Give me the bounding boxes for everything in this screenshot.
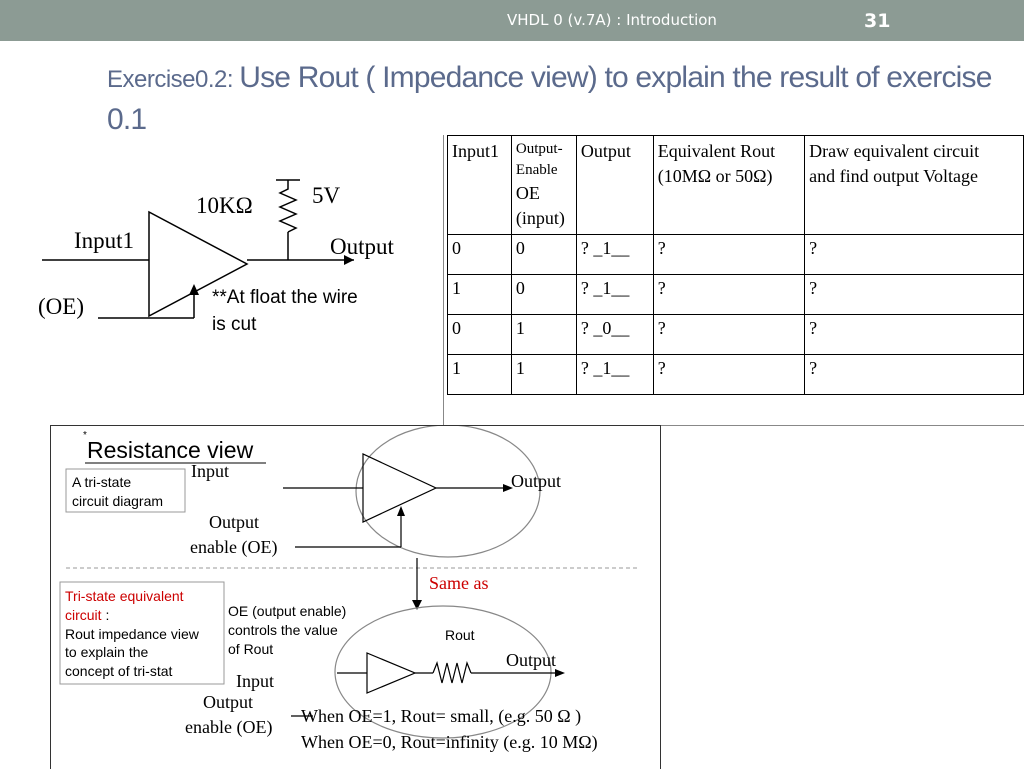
upper-circle: [356, 426, 540, 557]
same-as-label: Same as: [429, 573, 489, 593]
lower-oe-line1: Output: [203, 692, 254, 712]
resistance-view-diagram: [51, 426, 660, 769]
rout-resistor-icon: [433, 663, 471, 683]
col-output: Output: [576, 136, 653, 235]
cell: ?: [653, 355, 804, 395]
when-oe0-text: When OE=0, Rout=infinity (e.g. 10 MΩ): [301, 732, 598, 752]
cell: ? _1__: [576, 355, 653, 395]
lower-input-label: Input: [236, 671, 274, 691]
upper-output-label: Output: [511, 471, 562, 491]
col-equivalent-rout: Equivalent Rout (10MΩ or 50Ω): [653, 136, 804, 235]
truth-table: [447, 135, 1024, 395]
cell: 0: [511, 275, 576, 315]
cell: ? _0__: [576, 315, 653, 355]
cell: ? _1__: [576, 275, 653, 315]
tristate-circuit-diagram: [36, 170, 426, 350]
lower-output-label: Output: [506, 650, 557, 670]
rout-label: Rout: [445, 627, 475, 643]
cell: 1: [448, 275, 512, 315]
table-row: [448, 355, 1024, 395]
slide-subtitle: VHDL 0 (v.7A) : Introduction: [507, 11, 717, 29]
upper-oe-arrow-icon: [397, 506, 405, 516]
box1-line1: A tri-state: [72, 474, 132, 490]
voltage-label: 5V: [312, 183, 341, 208]
cell: ?: [805, 315, 1024, 355]
when-oe1-text: When OE=1, Rout= small, (e.g. 50 Ω ): [301, 706, 582, 726]
box1-line2: circuit diagram: [72, 493, 164, 509]
oe-note-line2: controls the value: [228, 622, 338, 638]
cell: 0: [448, 235, 512, 275]
cell: 1: [511, 355, 576, 395]
table-row: [448, 235, 1024, 275]
cell: ?: [653, 275, 804, 315]
resistance-view-panel: [50, 425, 661, 769]
slide-title: [107, 58, 1007, 140]
lower-buffer-triangle: [367, 653, 415, 693]
lower-oe-line2: enable (OE): [185, 717, 273, 737]
lower-output-arrow-icon: [555, 669, 565, 677]
title-marker: *: [83, 430, 87, 441]
cell: 0: [448, 315, 512, 355]
upper-oe-line2: enable (OE): [190, 537, 278, 557]
resistor-label: 10KΩ: [196, 193, 253, 218]
input1-label: Input1: [74, 228, 135, 253]
title-prefix: Exercise0.2:: [107, 66, 240, 93]
float-note-line2: is cut: [212, 314, 257, 335]
table-header-row: [448, 136, 1024, 235]
table-row: [448, 315, 1024, 355]
title-main: Use Rout ( Impedance view) to explain the result of exercise 0.1: [107, 61, 992, 136]
cell: ?: [653, 235, 804, 275]
col-input1: Input1: [448, 136, 512, 235]
col-output-enable: Output- Enable OE (input): [511, 136, 576, 235]
col-draw-circuit: Draw equivalent circuit and find output Voltage: [805, 136, 1024, 235]
upper-input-label: Input: [191, 461, 229, 481]
cell: ?: [805, 275, 1024, 315]
oe-label: (OE): [38, 294, 84, 319]
cell: ?: [805, 235, 1024, 275]
oe-note-line3: of Rout: [228, 641, 274, 657]
cell: 1: [511, 315, 576, 355]
float-note-line1: **At float the wire: [212, 287, 358, 308]
cell: ?: [805, 355, 1024, 395]
cell: ? _1__: [576, 235, 653, 275]
box2-line2: circuit :: [65, 607, 110, 623]
oe-note-line1: OE (output enable): [228, 603, 347, 619]
resistor-icon: [280, 180, 296, 232]
header-bar: [0, 0, 1024, 41]
upper-oe-line1: Output: [209, 512, 260, 532]
box2-line1: Tri-state equivalent: [65, 588, 184, 604]
table-row: [448, 275, 1024, 315]
box2-line3: Rout impedance view: [65, 626, 199, 642]
cell: 1: [448, 355, 512, 395]
box2-line5: concept of tri-stat: [65, 663, 173, 679]
panel-title: Resistance view: [87, 437, 254, 463]
box2-line4: to explain the: [65, 644, 149, 660]
output-label: Output: [330, 234, 394, 259]
page-number: 31: [864, 10, 891, 32]
cell: 0: [511, 235, 576, 275]
cell: ?: [653, 315, 804, 355]
